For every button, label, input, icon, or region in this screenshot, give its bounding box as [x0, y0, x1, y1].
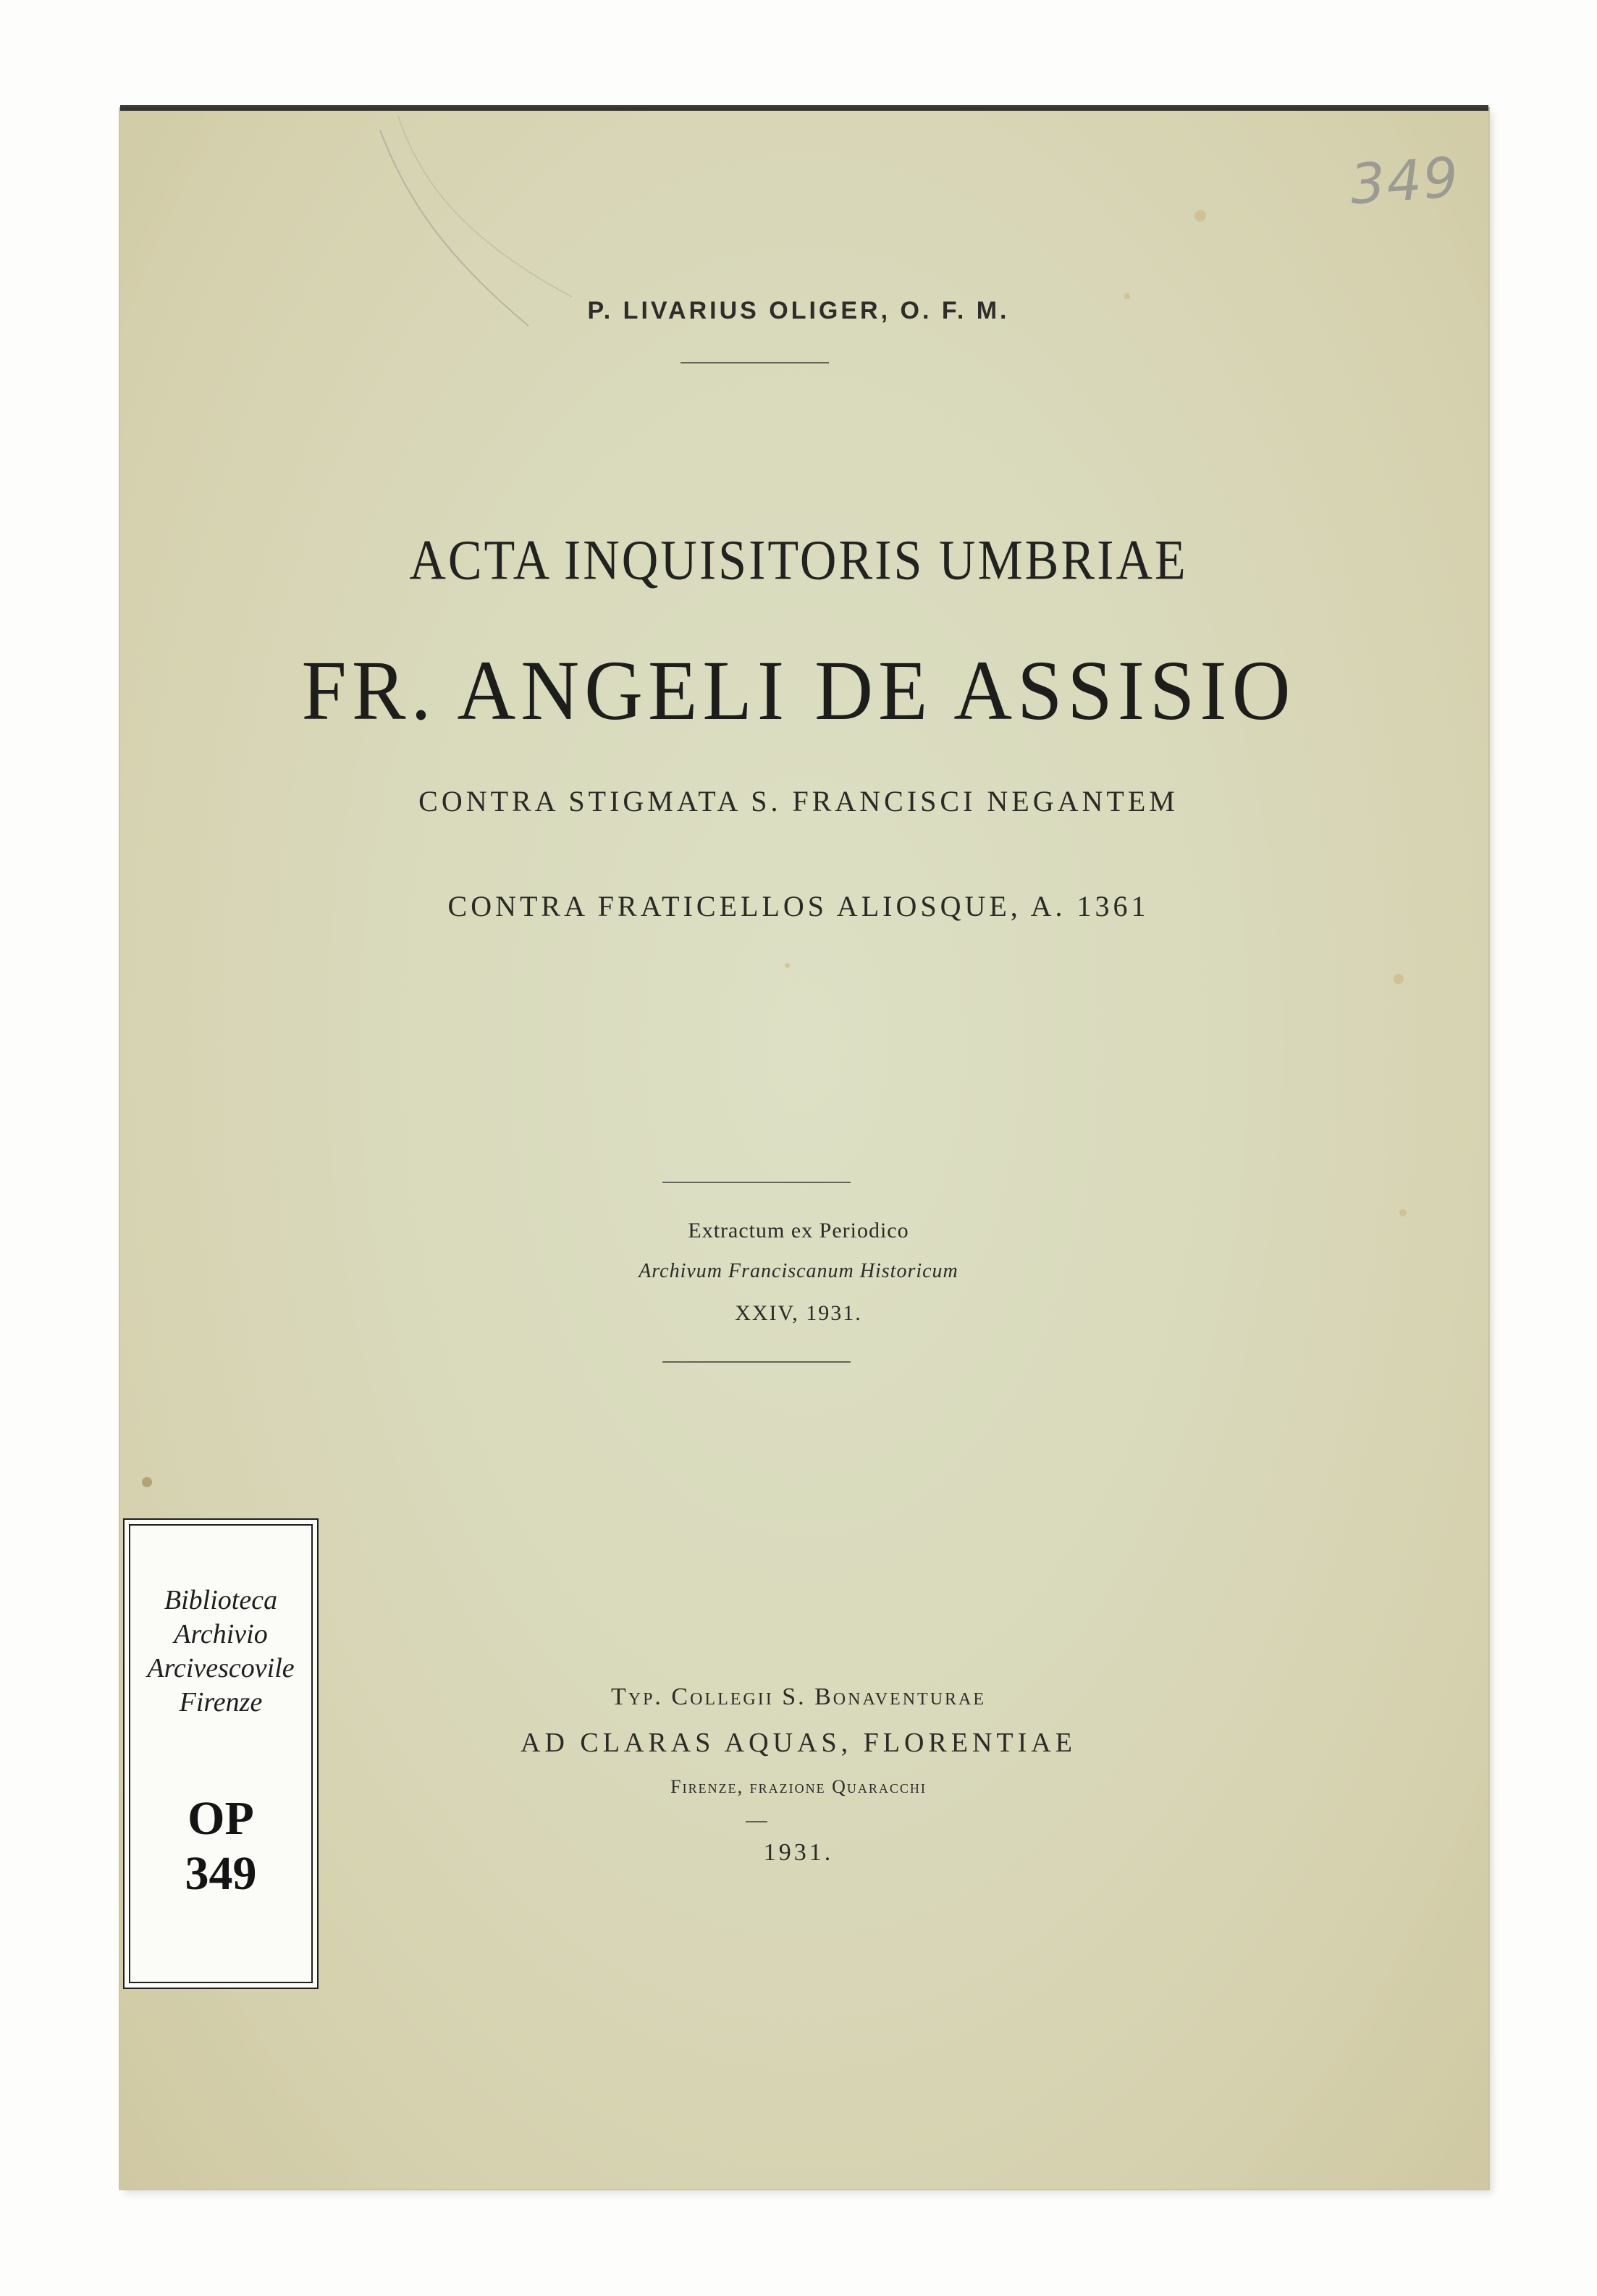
library-line-1: Biblioteca [164, 1585, 278, 1615]
foxing-spot [785, 963, 790, 968]
cover-top-edge [120, 105, 1488, 111]
foxing-spot [142, 1477, 152, 1487]
library-line-2: Archivio [174, 1619, 268, 1649]
pamphlet-cover [120, 109, 1488, 2189]
divider-rule [662, 1361, 851, 1363]
divider-rule [746, 1821, 767, 1822]
foxing-spot [1399, 1209, 1407, 1216]
pencil-shelf-number: 349 [1348, 144, 1462, 217]
imprint-year: 1931. [763, 1839, 834, 1866]
library-line-4: Firenze [179, 1687, 263, 1717]
extract-line-3: XXIV, 1931. [735, 1301, 862, 1325]
author-name: P. LIVARIUS OLIGER, O. F. M. [587, 297, 1010, 324]
imprint-line-3: Firenze, frazione Quaracchi [670, 1776, 927, 1797]
library-name [125, 1584, 317, 1720]
divider-rule [680, 362, 829, 363]
foxing-spot [1394, 974, 1404, 984]
extract-line-1: Extractum ex Periodico [688, 1219, 909, 1242]
shelf-mark [125, 1791, 317, 1901]
shelf-mark-number: 349 [185, 1847, 257, 1900]
divider-rule [662, 1182, 851, 1183]
shelf-mark-collection: OP [187, 1792, 254, 1845]
title-line-3: CONTRA STIGMATA S. FRANCISCI NEGANTEM [418, 785, 1179, 817]
imprint-line-1: Typ. Collegii S. Bonaventurae [610, 1683, 987, 1710]
extract-line-2: Archivum Franciscanum Historicum [639, 1260, 958, 1282]
foxing-spot [1194, 210, 1206, 222]
title-line-4: CONTRA FRATICELLOS ALIOSQUE, A. 1361 [447, 890, 1150, 922]
library-label [123, 1518, 319, 1989]
imprint-line-2: AD CLARAS AQUAS, FLORENTIAE [521, 1728, 1076, 1758]
library-line-3: Arcivescovile [147, 1653, 295, 1683]
title-line-1: ACTA INQUISITORIS UMBRIAE [409, 529, 1188, 592]
title-line-2: FR. ANGELI DE ASSISIO [301, 643, 1296, 739]
